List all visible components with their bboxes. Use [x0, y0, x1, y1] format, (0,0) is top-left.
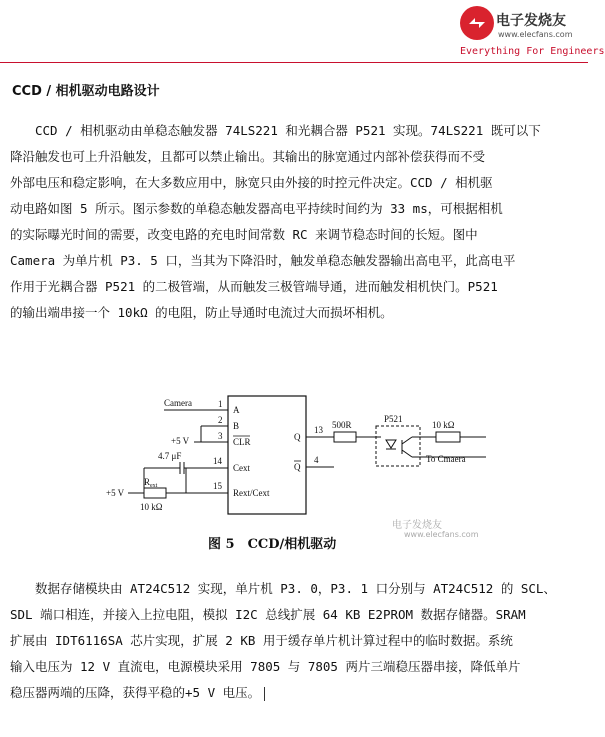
label-pin14: 14 — [213, 456, 222, 466]
label-pin-cext: Cext — [233, 463, 250, 473]
label-camera: Camera — [164, 398, 192, 408]
text-line: 动电路如图 5 所示。图示参数的单稳态触发器高电平持续时间约为 33 ms，可根据相机 — [10, 201, 503, 216]
header-divider — [0, 62, 588, 63]
text-line: 降沿触发也可上升沿触发，且都可以禁止输出。其输出的脉宽通过内部补偿获得而不受 — [10, 149, 486, 164]
paragraph-storage — [10, 576, 556, 706]
label-pin-rextcext: Rext/Cext — [233, 488, 270, 498]
label-pin4: 4 — [314, 455, 319, 465]
label-pin2: 2 — [218, 415, 223, 425]
tagline: Everything For Engineers — [460, 46, 605, 57]
text-line — [10, 680, 556, 706]
label-r10k-right: 10 kΩ — [432, 420, 455, 430]
label-plus5v-left: +5 V — [106, 488, 125, 498]
label-pin3: 3 — [218, 431, 223, 441]
text-line: 输入电压为 12 V 直流电，电源模块采用 7805 与 7805 两片三端稳压器串接，降低单片 — [10, 659, 521, 674]
label-pin-clr: CLR — [233, 437, 251, 447]
text-line: 扩展由 IDT6116SA 芯片实现，扩展 2 KB 用于缓存单片机计算过程中的临时数据。系统 — [10, 633, 513, 648]
text-line: 的输出端串接一个 10kΩ 的电阻，防止导通时电流过大而损坏相机。 — [10, 305, 393, 320]
site-logo[interactable] — [460, 6, 584, 46]
text-line: SDL 端口相连，并接入上拉电阻，模拟 I2C 总线扩展 64 KB E2PROM 数据存储器。SRAM — [10, 607, 526, 622]
figure-caption: 图 5 CCD/相机驱动 — [208, 537, 337, 552]
label-pin-a: A — [233, 405, 240, 415]
text-line: 数据存储模块由 AT24C512 实现，单片机 P3. 0，P3. 1 口分别与 AT24C512 的 SCL、 — [10, 581, 556, 596]
text-line: 外部电压和稳定影响，在大多数应用中，脉宽只由外接的时控元件决定。CCD / 相机驱 — [10, 175, 493, 190]
article-title: CCD / 相机驱动电路设计 — [12, 84, 160, 99]
text-line: CCD / 相机驱动由单稳态触发器 74LS221 和光耦合器 P521 实现。74LS221 既可以下 — [10, 123, 541, 138]
logo-name: 电子发烧友 — [496, 13, 566, 29]
watermark-url: www.elecfans.com — [404, 530, 479, 539]
label-r10k-bottom: 10 kΩ — [140, 502, 163, 512]
label-capacitor: 4.7 μF — [158, 451, 182, 461]
paragraph-ccd-driver — [10, 118, 541, 326]
label-r500: 500R — [332, 420, 352, 430]
label-pin-q: Q — [294, 432, 301, 442]
label-plus5v-top: +5 V — [171, 436, 190, 446]
text-line: Camera 为单片机 P3. 5 口，当其为下降沿时，触发单稳态触发器输出高电平，此高电平 — [10, 253, 516, 268]
label-pin13: 13 — [314, 425, 323, 435]
label-pin-b: B — [233, 421, 240, 431]
text-line-content: 稳压器两端的压降，获得平稳的+5 V 电压。 — [10, 685, 261, 700]
site-header — [0, 0, 605, 64]
label-pin15: 15 — [213, 481, 222, 491]
label-rext: $R_{ext}$ — [144, 477, 158, 489]
text-line: 的实际曝光时间的需要，改变电路的充电时间常数 RC 来调节稳态时间的长短。图中 — [10, 227, 478, 242]
logo-icon — [460, 6, 494, 40]
text-line: 作用于光耦合器 P521 的二极管端，从而触发三极管端导通，进而触发相机快门。P521 — [10, 279, 498, 294]
logo-url: www.elecfans.com — [498, 30, 573, 39]
label-pin-qbar: Q — [294, 462, 301, 472]
label-p521: P521 — [384, 414, 403, 424]
label-pin1: 1 — [218, 399, 223, 409]
text-cursor — [264, 687, 265, 701]
watermark-name: 电子发烧友 — [392, 520, 442, 531]
label-to-camera: To Cmaera — [426, 454, 466, 464]
